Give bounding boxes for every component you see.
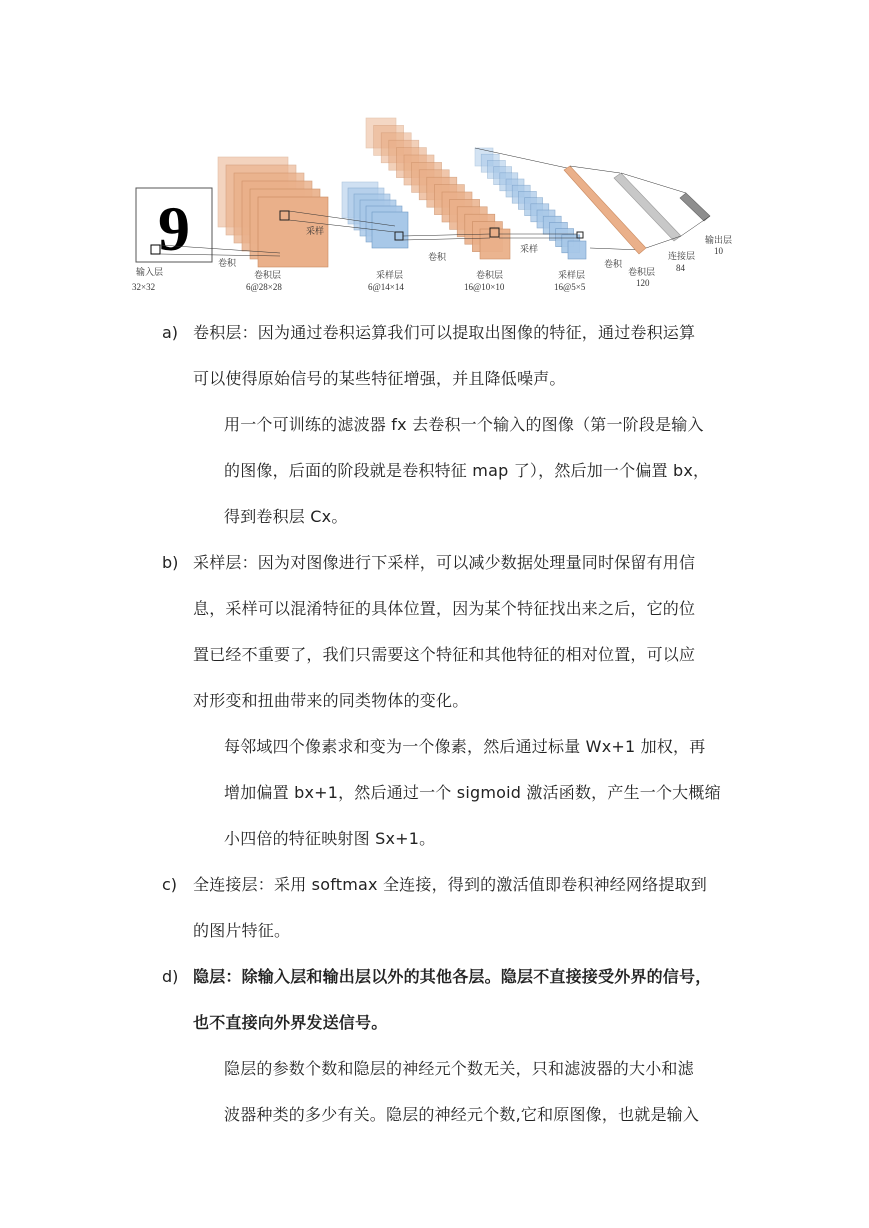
pool2-feature-map (568, 241, 586, 259)
connection-line (570, 166, 620, 173)
item-detail-line: 波器种类的多少有关。隐层的神经元个数,它和原图像，也就是输入 (224, 1105, 700, 1124)
item-detail-line: 得到卷积层 Cx。 (224, 507, 348, 526)
item-detail-line: 每邻域四个像素求和变为一个像素，然后通过标量 Wx+1 加权，再 (224, 737, 706, 756)
label-conv3-dim: 120 (636, 278, 650, 288)
item-detail-line: 隐层的参数个数和隐层的神经元个数无关，只和滤波器的大小和滤 (224, 1059, 694, 1078)
connection-line (646, 236, 681, 248)
item-text-line: 全连接层：采用 softmax 全连接，得到的激活值即卷积神经网络提取到 (193, 875, 707, 894)
label-pool2-dim: 16@5×5 (554, 282, 586, 292)
label-conv1-layer: 卷积层 (254, 270, 282, 280)
label-pool1-op: 采样 (306, 226, 325, 236)
item-text-line: 置已经不重要了，我们只需要这个特征和其他特征的相对位置，可以应 (193, 645, 696, 664)
label-input-dim: 32×32 (132, 282, 156, 292)
label-conv3-op: 卷积 (604, 259, 623, 269)
input-digit: 9 (158, 193, 190, 264)
label-pool2-layer: 采样层 (558, 270, 586, 280)
list-marker: d) (162, 967, 179, 986)
label-output-layer: 输出层 (705, 235, 733, 245)
item-text-line: 卷积层：因为通过卷积运算我们可以提取出图像的特征，通过卷积运算 (193, 323, 696, 342)
label-conv1-op: 卷积 (218, 258, 237, 268)
item-detail-line: 小四倍的特征映射图 Sx+1。 (224, 829, 436, 848)
label-fc-dim: 84 (676, 263, 685, 273)
item-text-line: 采样层：因为对图像进行下采样，可以减少数据处理量同时保留有用信 (193, 553, 696, 572)
item-text-line: 息，采样可以混淆特征的具体位置，因为某个特征找出来之后，它的位 (193, 599, 696, 618)
conv2-feature-map (480, 229, 510, 259)
list-marker: c) (162, 875, 178, 894)
label-pool2-op: 采样 (520, 244, 539, 254)
label-conv2-op: 卷积 (428, 252, 447, 262)
label-conv2-dim: 16@10×10 (464, 282, 505, 292)
item-text-line: 的图片特征。 (193, 921, 291, 940)
label-pool1-dim: 6@14×14 (368, 282, 404, 292)
label-conv2-layer: 卷积层 (476, 270, 504, 280)
output-layer-bar (680, 193, 710, 221)
item-text-line: 也不直接向外界发送信号。 (193, 1013, 388, 1032)
list-marker: b) (162, 553, 179, 572)
label-conv3-layer: 卷积层 (628, 267, 656, 277)
item-text-line: 对形变和扭曲带来的同类物体的变化。 (193, 691, 469, 710)
label-conv1-dim: 6@28×28 (246, 282, 282, 292)
item-text-line: 可以使得原始信号的某些特征增强，并且降低噪声。 (193, 369, 566, 388)
label-output-dim: 10 (714, 246, 723, 256)
item-detail-line: 增加偏置 bx+1，然后通过一个 sigmoid 激活函数，产生一个大概缩 (224, 783, 721, 802)
label-pool1-layer: 采样层 (376, 270, 404, 280)
item-detail-line: 的图像，后面的阶段就是卷积特征 map 了），然后加一个偏置 bx， (224, 461, 710, 480)
connection-line (681, 216, 710, 236)
item-text-line: 隐层：除输入层和输出层以外的其他各层。隐层不直接接受外界的信号， (193, 967, 712, 986)
cnn-architecture-diagram (130, 108, 750, 300)
list-marker: a) (162, 323, 179, 342)
label-fc-layer: 连接层 (668, 251, 696, 261)
label-input-layer: 输入层 (136, 267, 164, 277)
item-detail-line: 用一个可训练的滤波器 fx 去卷积一个输入的图像（第一阶段是输入 (224, 415, 704, 434)
